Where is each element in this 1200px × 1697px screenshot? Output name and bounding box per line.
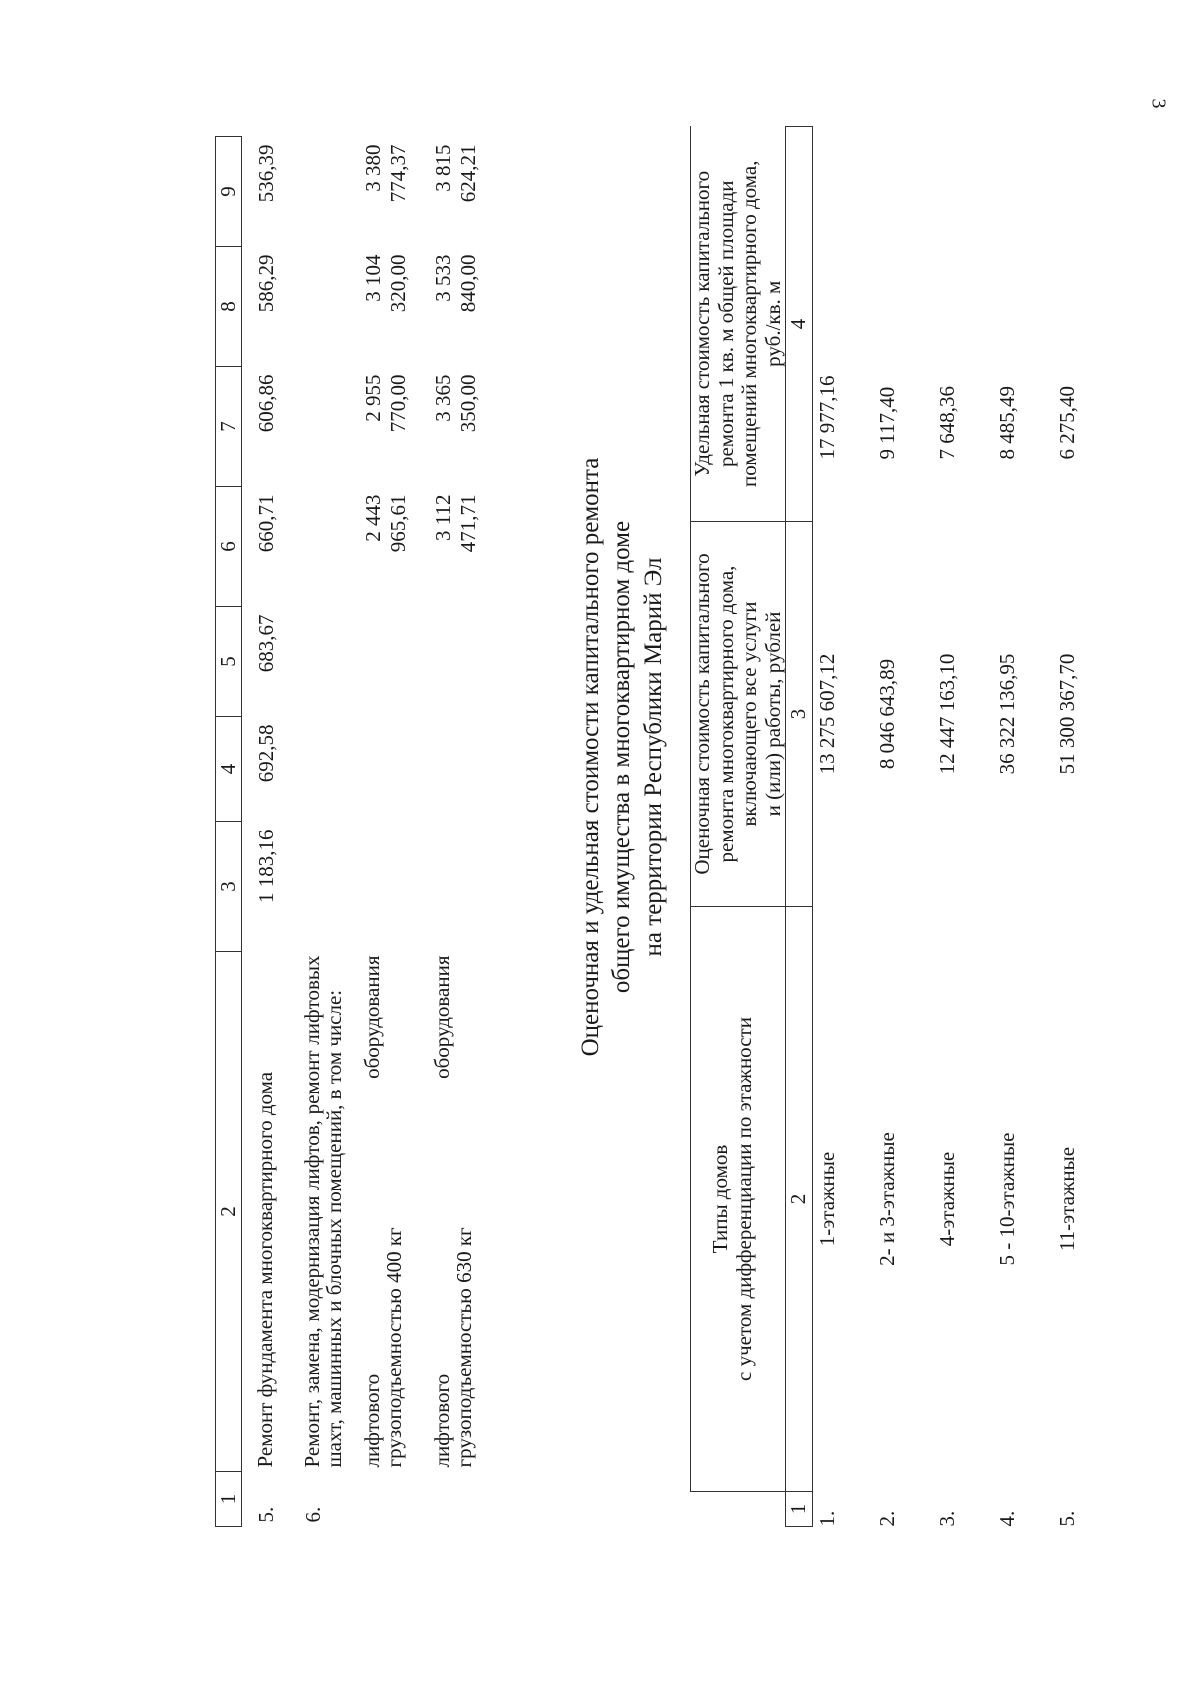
column-index-row	[786, 127, 813, 1527]
cost-value: 660,71	[254, 494, 278, 553]
col-index: 9	[216, 137, 242, 247]
col-index: 2	[216, 952, 242, 1472]
table-row	[933, 127, 993, 1527]
table-row	[349, 137, 419, 1527]
building-type: 1-этажные	[815, 1151, 840, 1247]
work-description: Ремонт, замена, модернизация лифтов, ремонт лифтовых шахт, машинных и блочных помещений, в том числе:	[300, 955, 347, 1468]
row-number: 5.	[1055, 1510, 1080, 1527]
cost-value: 536,39	[254, 144, 278, 203]
header-line: и (или) работы, рублей	[760, 611, 785, 817]
col-index: 6	[216, 487, 242, 607]
cost-value: 3 104 320,00	[361, 254, 411, 313]
estimated-cost: 36 322 136,95	[995, 653, 1020, 775]
title-line: общего имущества в многоквартирном доме	[608, 520, 636, 994]
cost-table-continued	[215, 136, 489, 1527]
section-title	[575, 377, 669, 1137]
col-index: 8	[216, 247, 242, 367]
unit-cost: 6 275,40	[1055, 386, 1080, 460]
table-row	[295, 137, 349, 1527]
work-description	[349, 952, 419, 1472]
estimated-cost: 13 275 607,12	[815, 653, 840, 775]
page-number: 3	[1147, 98, 1170, 109]
header-unit-cost	[691, 127, 786, 522]
building-type: 2- и 3-этажные	[875, 1132, 900, 1266]
cost-value: 3 365 350,00	[431, 374, 481, 433]
table-row	[419, 137, 489, 1527]
building-type-cost-table	[690, 126, 1113, 1527]
row-number: 6.	[301, 1506, 325, 1523]
header-line: руб./кв. м	[760, 280, 785, 367]
col-index: 4	[216, 717, 242, 822]
desc-line2: грузоподъемностью 400 кг	[382, 1227, 407, 1468]
cost-value: 683,67	[254, 614, 278, 673]
table-row	[242, 137, 296, 1527]
cost-value: 2 443 965,61	[361, 494, 411, 553]
building-type: 11-этажные	[1055, 1146, 1080, 1252]
cost-value: 3 815 624,21	[431, 144, 481, 203]
unit-cost: 17 977,16	[815, 375, 840, 460]
table-row	[873, 127, 933, 1527]
cost-value: 2 955 770,00	[361, 374, 411, 433]
row-number: 1.	[815, 1510, 840, 1527]
desc-line2: грузоподъемностью 630 кг	[452, 1227, 477, 1468]
col-index: 4	[786, 127, 813, 522]
estimated-cost: 51 300 367,70	[1055, 653, 1080, 775]
estimated-cost: 8 046 643,89	[875, 658, 900, 770]
cost-value: 1 183,16	[254, 829, 278, 903]
cost-value: 586,29	[254, 254, 278, 313]
desc-right: оборудования	[360, 955, 385, 1079]
header-building-types	[691, 907, 786, 1492]
col-index: 3	[786, 522, 813, 907]
cost-value: 3 533 840,00	[431, 254, 481, 313]
work-description	[419, 952, 489, 1472]
header-estimated-cost	[691, 522, 786, 907]
cost-value: 692,58	[254, 724, 278, 783]
column-index-row	[216, 137, 242, 1527]
table-row	[1053, 127, 1113, 1527]
col-index: 1	[786, 1492, 813, 1527]
cost-value: 606,86	[254, 374, 278, 433]
title-line: на территории Республики Марий Эл	[639, 557, 667, 957]
estimated-cost: 12 447 163,10	[935, 653, 960, 775]
unit-cost: 9 117,40	[875, 386, 900, 460]
row-number: 5.	[254, 1506, 278, 1523]
header-row	[691, 127, 786, 1527]
desc-right: оборудования	[430, 955, 455, 1079]
row-number: 2.	[875, 1510, 900, 1527]
work-description: Ремонт фундамента многоквартирного дома	[253, 1071, 277, 1468]
header-line: с учетом дифференциации по этажности	[731, 1017, 756, 1381]
unit-cost: 8 485,49	[995, 386, 1020, 460]
col-index: 3	[216, 822, 242, 952]
building-type: 4-этажные	[935, 1151, 960, 1247]
header-line: Оценочная стоимость капитального	[690, 553, 714, 875]
col-index: 7	[216, 367, 242, 487]
unit-cost: 7 648,36	[935, 386, 960, 460]
header-line: помещений многоквартирного дома,	[737, 160, 762, 487]
col-index: 2	[786, 907, 813, 1492]
col-index: 1	[216, 1472, 242, 1527]
header-line: включающего все услуги	[737, 601, 762, 827]
desc-left: лифтового	[430, 1373, 455, 1468]
title-line: Оценочная и удельная стоимости капитального ремонта	[577, 457, 604, 1057]
header-line: Типы домов	[708, 1144, 732, 1254]
row-number: 3.	[935, 1510, 960, 1527]
header-line: ремонта многоквартирного дома,	[713, 565, 738, 863]
table-row	[813, 127, 874, 1527]
table-row	[993, 127, 1053, 1527]
cost-value: 3 112 471,71	[431, 494, 481, 553]
header-line: Удельная стоимость капитального	[690, 170, 714, 477]
col-index: 5	[216, 607, 242, 717]
desc-left: лифтового	[360, 1373, 385, 1468]
cost-value: 3 380 774,37	[361, 144, 411, 203]
building-type: 5 - 10-этажные	[995, 1132, 1020, 1266]
row-number: 4.	[995, 1510, 1020, 1527]
header-line: ремонта 1 кв. м общей площади	[713, 180, 738, 468]
